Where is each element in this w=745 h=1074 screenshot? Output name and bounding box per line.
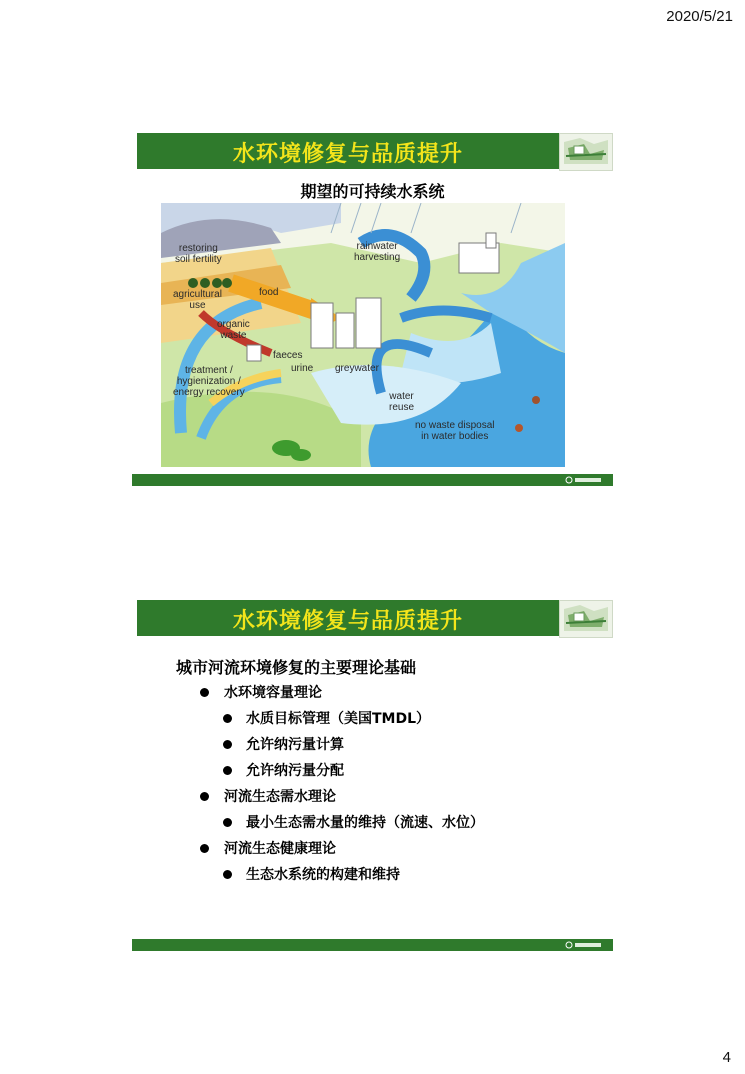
label-greywater: greywater [335,363,379,374]
list-item: 河流生态需水理论 [224,789,336,805]
slide-footer-bar [132,939,613,951]
slide-title-bar [137,133,559,169]
diagram-title: 期望的可持续水系统 [300,182,445,201]
label-faeces: faeces [273,350,303,361]
footer-logo-icon [565,941,603,949]
bullet-icon [223,714,232,723]
bullet-icon [223,870,232,879]
bullet-icon [200,792,209,801]
slide-2 [132,600,613,952]
label-agricultural: agricultural use [173,289,222,311]
label-food: food [259,287,279,298]
label-water-reuse: water reuse [389,391,415,413]
slide-heading: 城市河流环境修复的主要理论基础 [176,658,417,677]
label-restoring-soil: restoring soil fertility [175,243,222,265]
bullet-icon [223,818,232,827]
sustainable-water-system-diagram [161,203,565,467]
bullet-icon [223,766,232,775]
list-item: 河流生态健康理论 [224,841,336,857]
slide-1 [132,133,613,486]
bullet-icon [200,688,209,697]
label-rainwater: rainwater harvesting [354,241,401,263]
label-no-waste: no waste disposal in water bodies [415,420,495,442]
slide-logo-icon [559,133,613,171]
label-urine: urine [291,363,314,374]
print-date: 2020/5/21 [666,8,733,25]
list-item: 最小生态需水量的维持（流速、水位） [246,815,484,831]
slide-title-bar [137,600,559,636]
list-item: 生态水系统的构建和维持 [246,867,400,883]
label-organic: organic waste [217,319,250,341]
bullet-icon [200,844,209,853]
slide-logo-icon [559,600,613,638]
list-item: 水环境容量理论 [224,685,322,701]
footer-logo-icon [565,476,603,484]
list-item: 水质目标管理（美国TMDL） [246,711,431,727]
slide-title: 水环境修复与品质提升 [232,609,463,634]
slide-footer-bar [132,474,613,486]
list-item: 允许纳污量分配 [246,763,344,779]
page-number: 4 [722,1049,731,1066]
slide-title: 水环境修复与品质提升 [232,142,463,167]
label-treatment: treatment / hygienization / energy recovery [173,365,245,398]
list-item: 允许纳污量计算 [246,737,344,753]
bullet-icon [223,740,232,749]
